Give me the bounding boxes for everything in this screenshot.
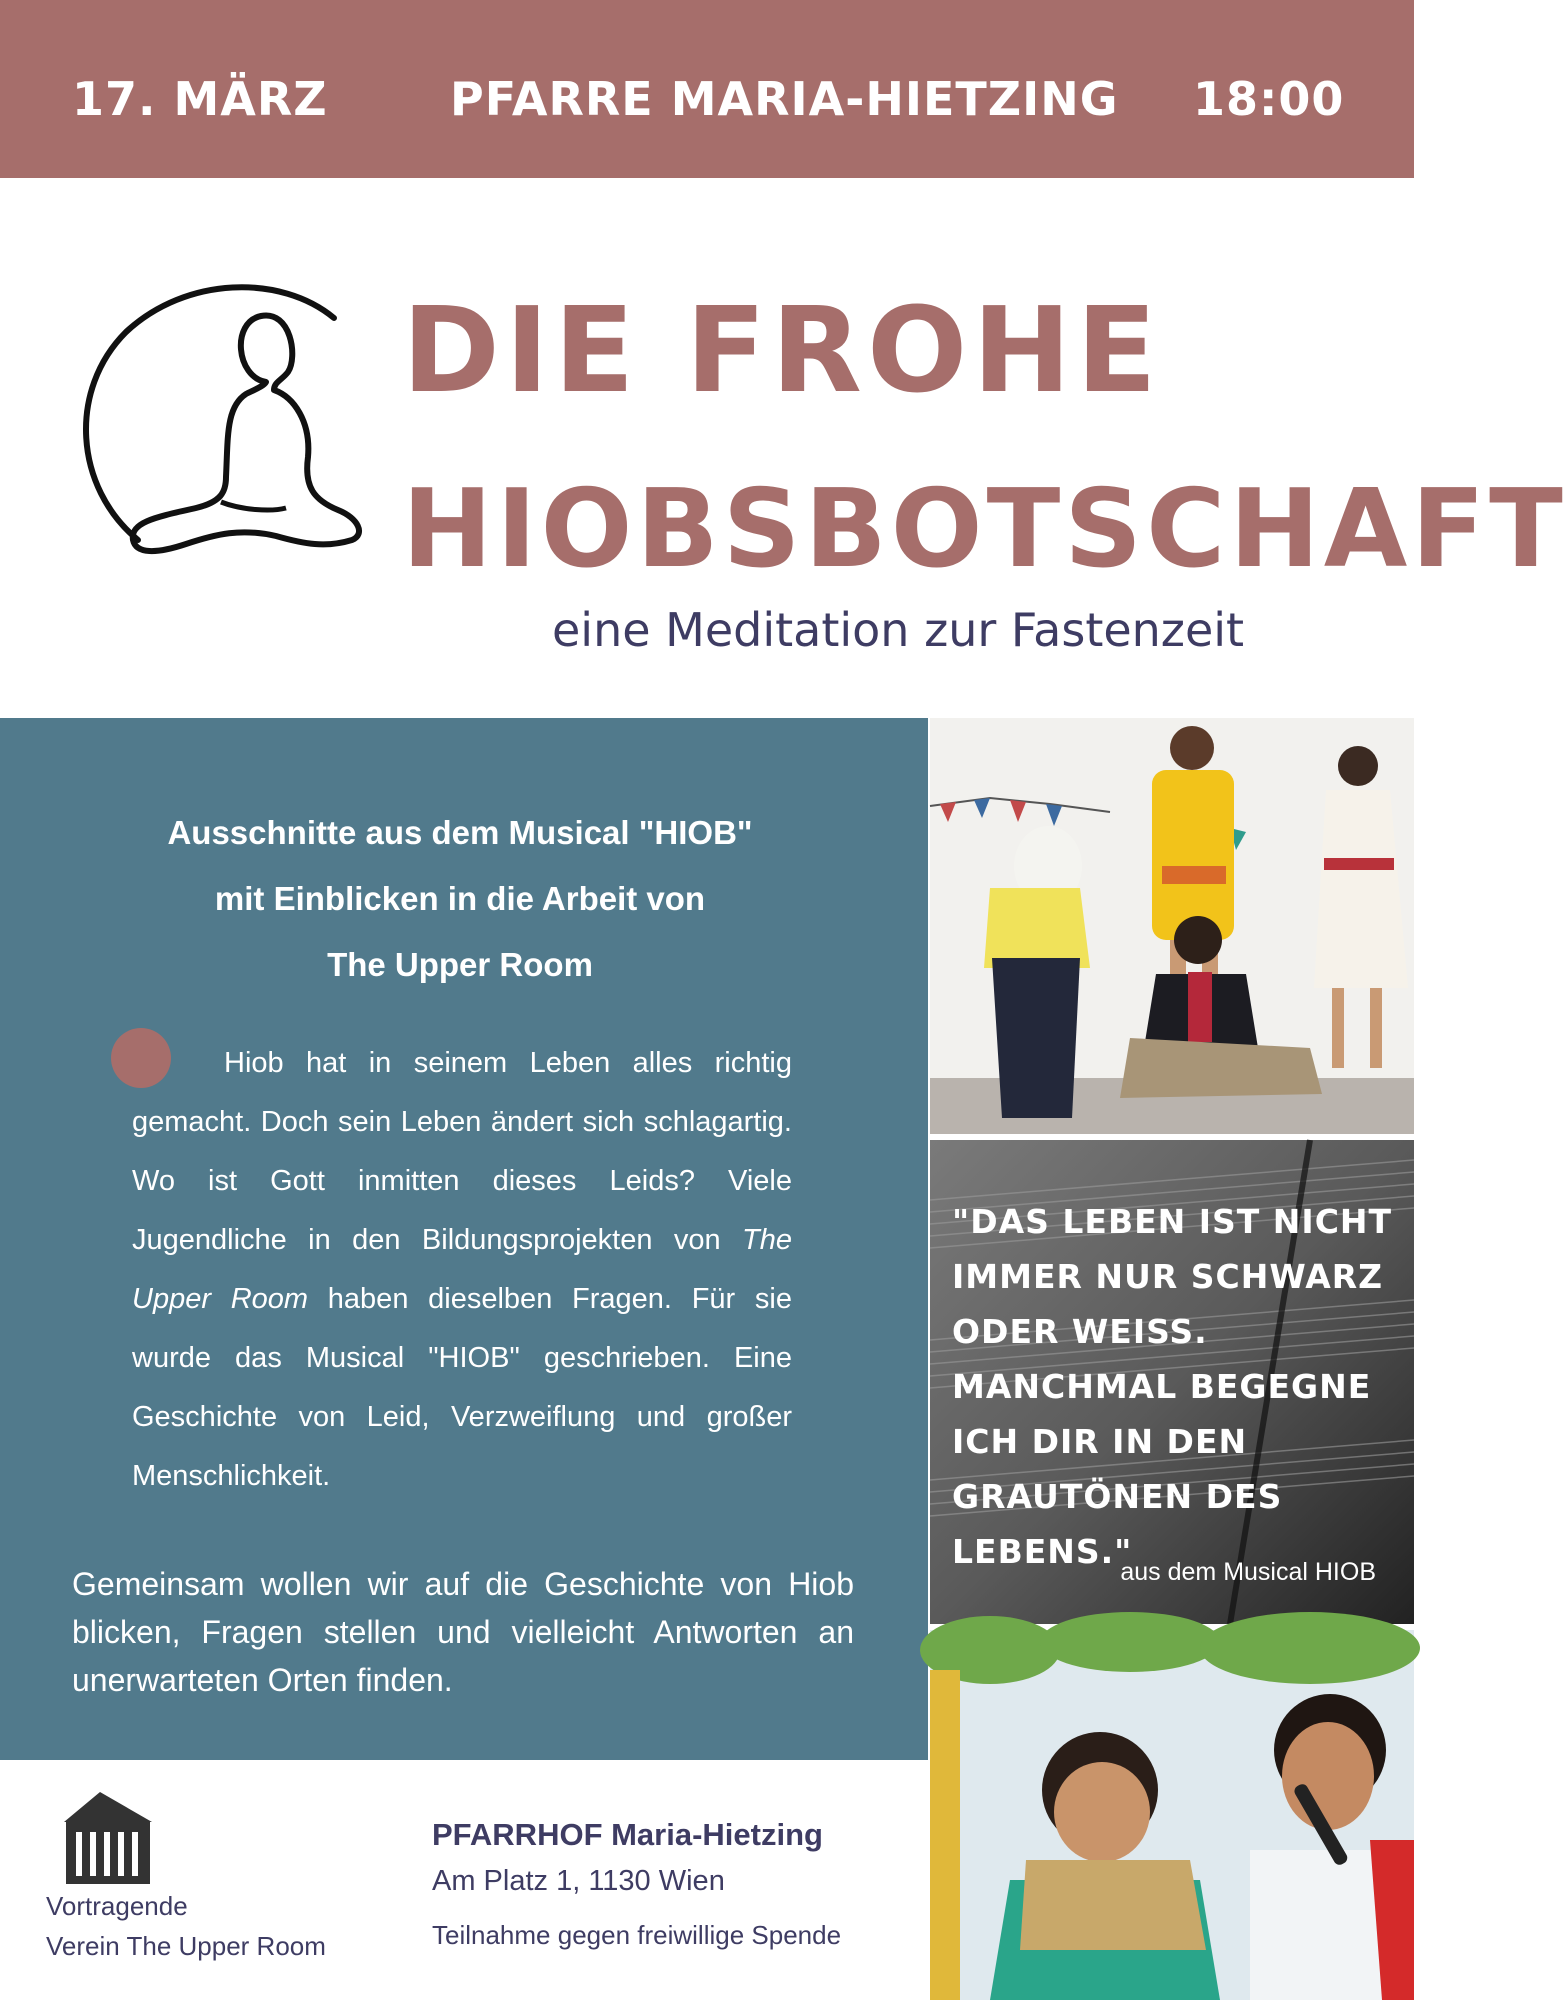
event-time: 18:00 <box>1193 72 1345 126</box>
intro-line: The Upper Room <box>327 946 593 983</box>
intro-line: Ausschnitte aus dem Musical "HIOB" <box>167 814 753 851</box>
quote-text: "DAS LEBEN IST NICHT IMMER NUR SCHWARZ ODER WEISS. MANCHMAL BEGEGNE ICH DIR IN DEN GRAUTÖNEN DES LEBENS." <box>952 1202 1393 1571</box>
body-text-part: haben dieselben Fragen. Für sie wurde das Musical "HIOB" geschrieben. Eine Geschichte von Leid, Verzweiflung und großer Menschlichkeit. <box>132 1283 792 1492</box>
event-location: PFARRE MARIA-HIETZING <box>450 72 1119 126</box>
title-line-2: HIOBSBOTSCHAFT <box>402 467 1567 592</box>
event-date: 17. MÄRZ <box>72 72 328 126</box>
body-text-part: Hiob hat in seinem Leben alles richtig gemacht. Doch sein Leben ändert sich schlagartig. Wo ist Gott inmitten dieses Leids? Viele Jugendliche in den Bildungsprojekten von <box>132 1047 792 1256</box>
subtitle: eine Meditation zur Fastenzeit <box>552 603 1245 657</box>
venue-info <box>432 1812 841 1958</box>
description-panel <box>0 718 928 1760</box>
footer <box>0 1760 928 2000</box>
closing-paragraph: Gemeinsam wollen wir auf die Geschichte von Hiob blicken, Fragen stellen und vielleicht Antworten an unerwarteten Orten finden. <box>72 1566 854 1698</box>
speakers-info <box>46 1886 326 1966</box>
meditating-figure-icon <box>76 272 376 582</box>
header-bar <box>0 0 1414 178</box>
speakers-label: Vortragende <box>46 1891 188 1921</box>
quote-source: aus dem Musical HIOB <box>1120 1558 1376 1586</box>
quote-card <box>930 1140 1414 1624</box>
body-paragraph <box>132 1034 792 1506</box>
intro-line: mit Einblicken in die Arbeit von <box>214 880 706 917</box>
speakers-name: Verein The Upper Room <box>46 1931 326 1961</box>
venue-name: PFARRHOF Maria-Hietzing <box>432 1817 823 1852</box>
body-text-italic: The Upper Room <box>132 1224 792 1315</box>
venue-address: Am Platz 1, 1130 Wien <box>432 1865 725 1897</box>
the-upper-room-logo <box>56 1788 162 1888</box>
title-line-1: DIE FROHE <box>402 281 1162 419</box>
stage-photo-1 <box>930 718 1414 1134</box>
stage-photo-2 <box>930 1630 1414 2000</box>
intro-heading <box>80 800 840 998</box>
participation-note: Teilnahme gegen freiwillige Spende <box>432 1920 842 1950</box>
